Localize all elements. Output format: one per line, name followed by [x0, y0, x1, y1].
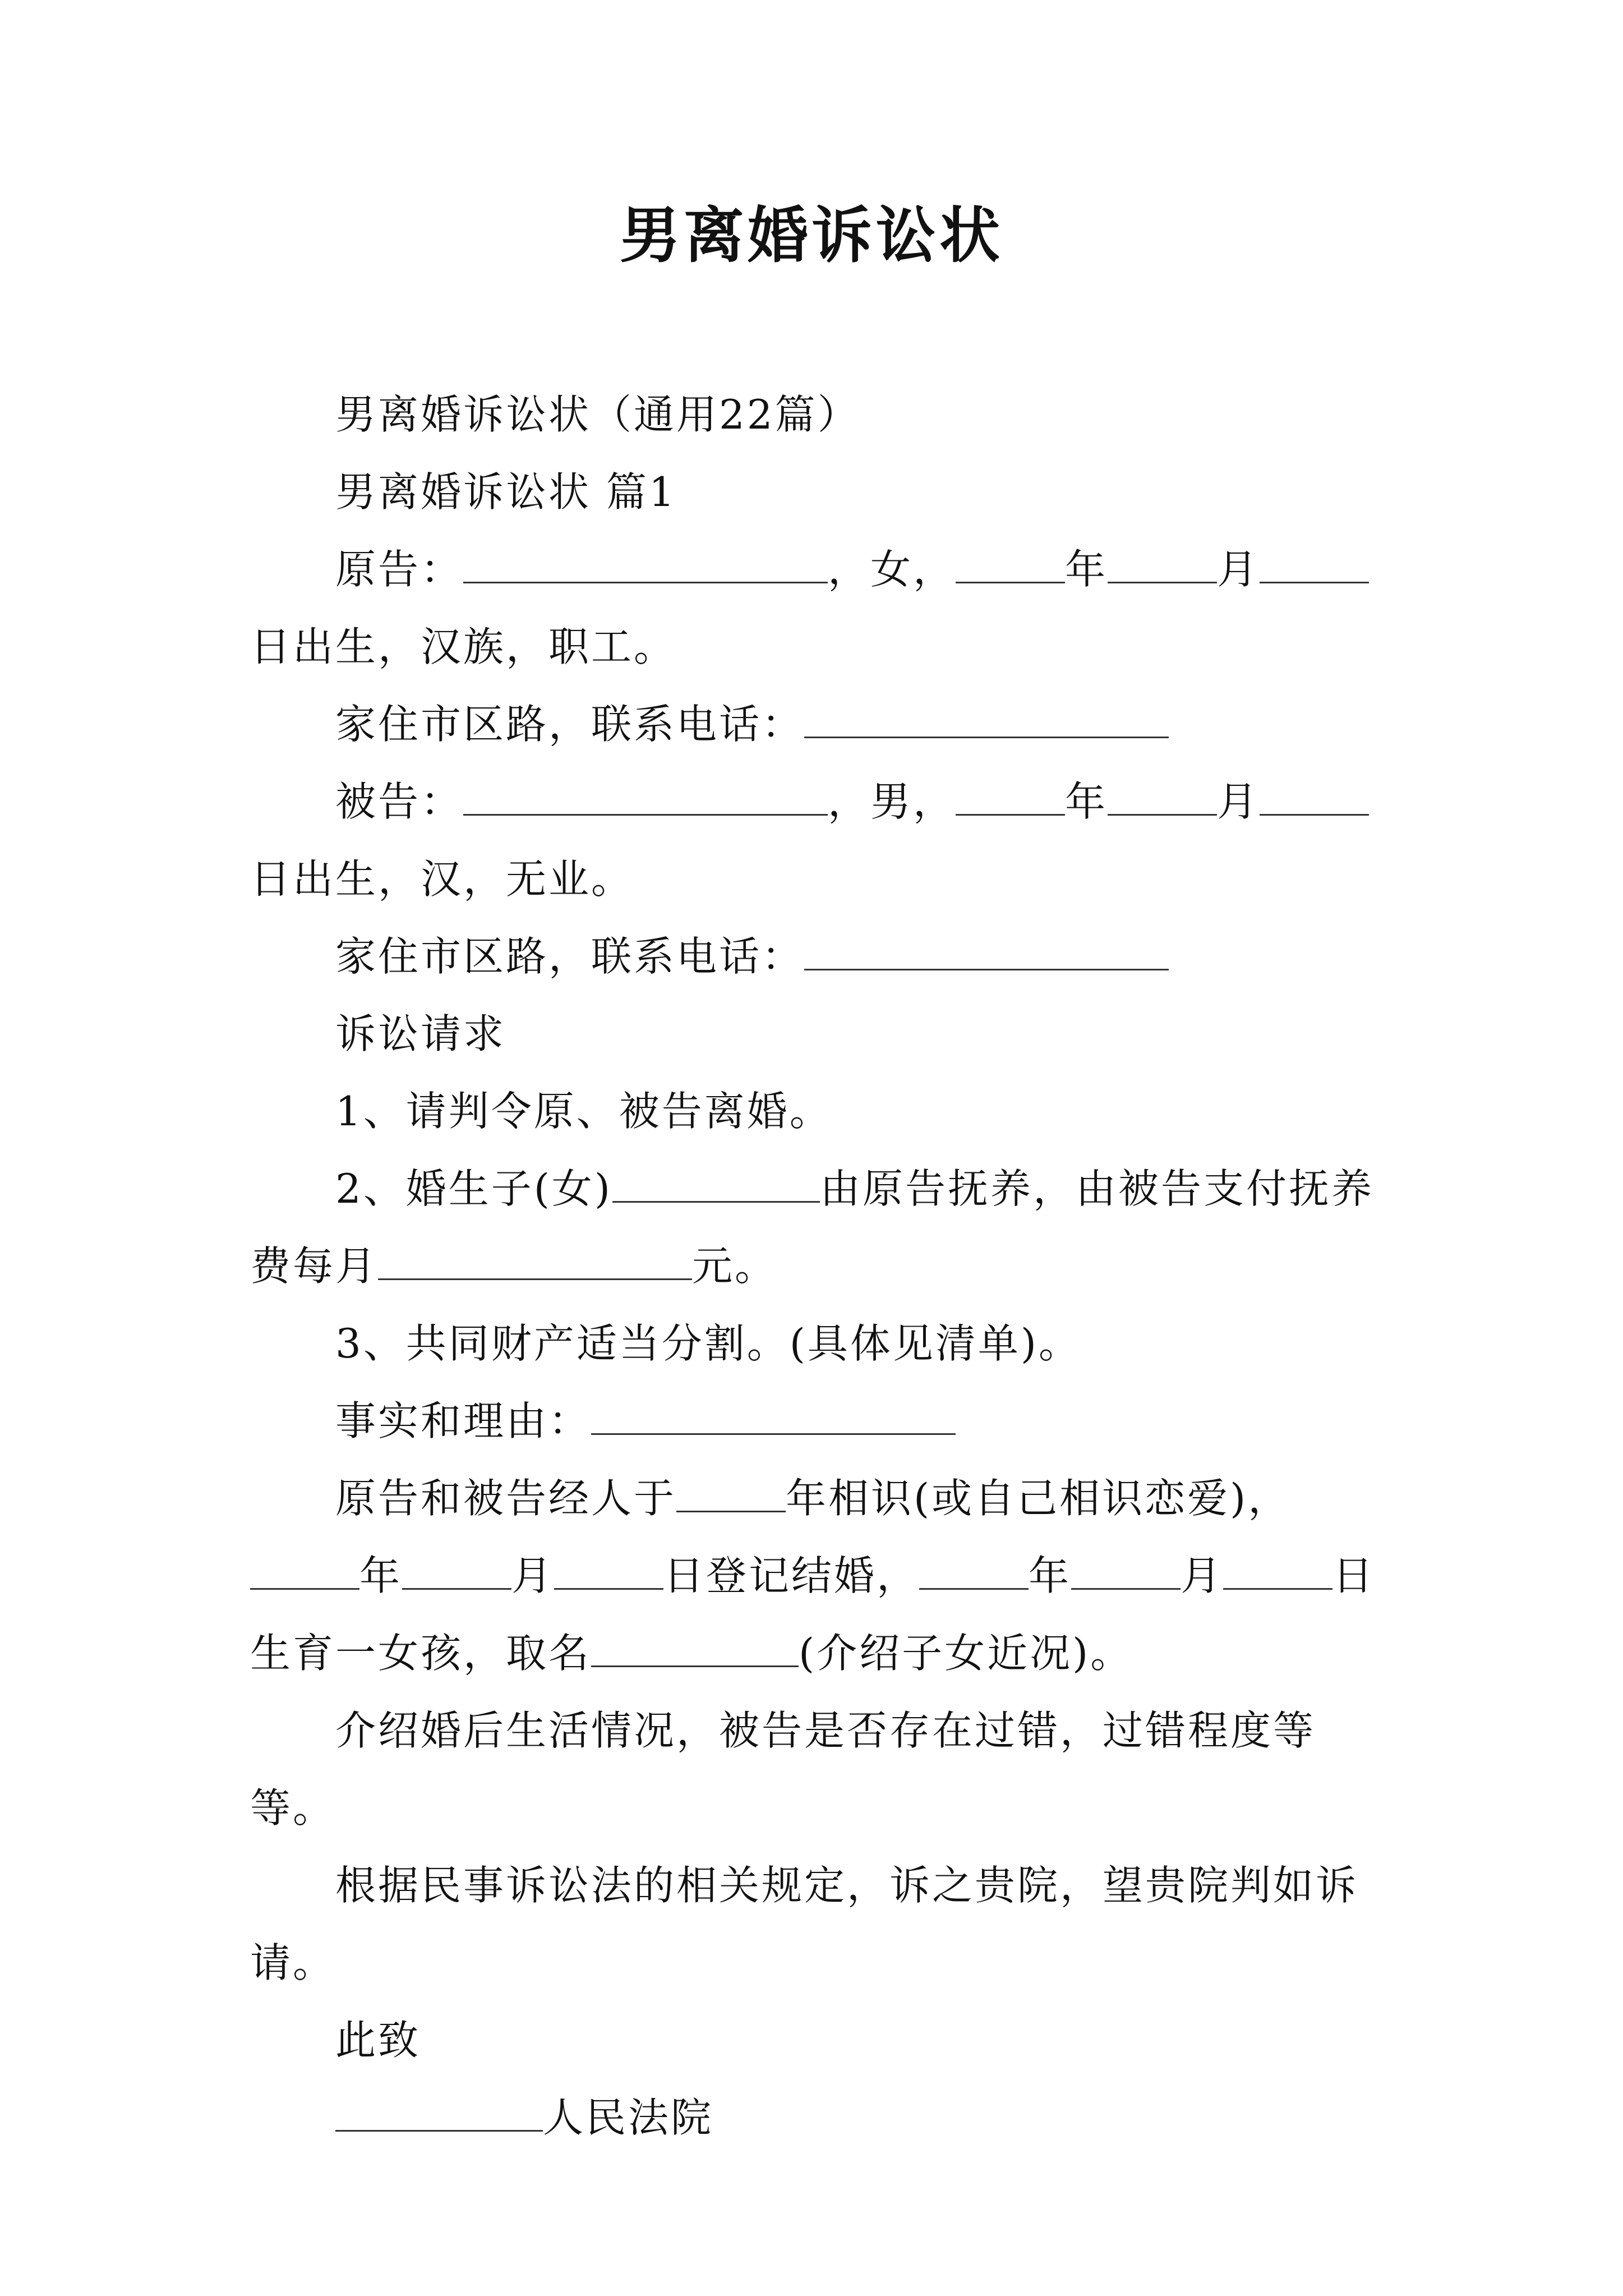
defendant-name-blank [463, 779, 828, 816]
birth-month-label: 月 [1181, 1552, 1224, 1599]
document-subtitle: 男离婚诉讼状（通用22篇） [335, 391, 860, 438]
birth-month-blank [1071, 1553, 1181, 1590]
defendant-address-label: 家住市区路，联系电话： [335, 933, 805, 980]
defendant-year-blank [956, 779, 1065, 816]
birth-year-label: 年 [1029, 1552, 1072, 1599]
defendant-day-blank [1260, 779, 1369, 816]
child-birth-prefix: 生育一女孩，取名 [250, 1630, 592, 1677]
plaintiff-year-blank [956, 547, 1065, 583]
plaintiff-month-label: 月 [1217, 546, 1260, 593]
claim-item-2-middle: 由原告抚养，由被告支付抚养费每月 [250, 1165, 1375, 1290]
facts-blank [591, 1398, 956, 1435]
plaintiff-phone-blank [804, 702, 1169, 738]
claim-item-2 [250, 1150, 1383, 1305]
plaintiff-gender: ，女， [828, 546, 956, 593]
facts-label: 事实和理由： [335, 1397, 592, 1444]
marriage-month-blank [402, 1553, 511, 1590]
plaintiff-address-label: 家住市区路，联系电话： [335, 701, 805, 748]
defendant-paragraph [250, 763, 1383, 918]
claim-item-3: 3、共同财产适当分割。(具体见清单)。 [335, 1320, 1081, 1367]
marriage-registered: 日登记结婚， [663, 1552, 920, 1599]
court-line [250, 2079, 1383, 2156]
salutation: 此致 [335, 2017, 421, 2064]
birth-day-label: 日 [1332, 1552, 1376, 1599]
child-given-name-blank [591, 1631, 799, 1667]
facts-label-paragraph [250, 1382, 1383, 1460]
plaintiff-paragraph [250, 531, 1383, 685]
plaintiff-label: 原告： [335, 546, 464, 593]
defendant-birth-tail: 日出生，汉，无业。 [250, 855, 634, 903]
court-label: 人民法院 [543, 2094, 714, 2141]
met-year-blank [676, 1476, 786, 1512]
marriage-day-blank [554, 1553, 663, 1590]
law-paragraph: 根据民事诉讼法的相关规定，诉之贵院，望贵院判如诉请。 [250, 1862, 1359, 1986]
birth-day-blank [1223, 1553, 1332, 1590]
defendant-phone-blank [804, 934, 1169, 970]
document-body [250, 376, 1383, 2156]
support-amount-blank [378, 1244, 692, 1280]
plaintiff-month-blank [1108, 547, 1217, 583]
plaintiff-name-blank [463, 547, 828, 583]
birth-year-blank [919, 1553, 1029, 1590]
married-life-paragraph: 介绍婚后生活情况，被告是否存在过错，过错程度等等。 [250, 1707, 1316, 1832]
claims-heading: 诉讼请求 [335, 1010, 506, 1057]
claim-item-2-prefix: 2、婚生子(女) [335, 1165, 612, 1212]
marriage-year-blank [250, 1553, 359, 1590]
claim-item-1: 1、请判令原、被告离婚。 [335, 1088, 832, 1135]
plaintiff-birth-tail: 日出生，汉族，职工。 [250, 623, 677, 670]
marriage-year-label: 年 [359, 1552, 403, 1599]
defendant-gender: ，男， [828, 778, 956, 825]
facts-met-prefix: 原告和被告经人于 [335, 1475, 677, 1522]
defendant-label: 被告： [335, 778, 464, 825]
plaintiff-year-label: 年 [1065, 546, 1108, 593]
defendant-month-blank [1108, 779, 1217, 816]
plaintiff-address-paragraph [250, 685, 1383, 763]
defendant-address-paragraph [250, 918, 1383, 995]
child-name-blank [612, 1166, 820, 1203]
defendant-month-label: 月 [1217, 778, 1260, 825]
court-name-blank [335, 2095, 543, 2132]
facts-met-suffix: 年相识(或自己相识恋爱)， [786, 1475, 1291, 1522]
plaintiff-day-blank [1260, 547, 1369, 583]
section-heading: 男离婚诉讼状 篇1 [335, 468, 677, 516]
child-birth-suffix: (介绍子女近况)。 [799, 1630, 1133, 1677]
claim-item-2-suffix: 元。 [692, 1243, 778, 1290]
marriage-month-label: 月 [511, 1552, 555, 1599]
facts-paragraph [250, 1460, 1383, 1692]
document-title: 男离婚诉讼状 [619, 200, 1003, 271]
defendant-year-label: 年 [1065, 778, 1108, 825]
